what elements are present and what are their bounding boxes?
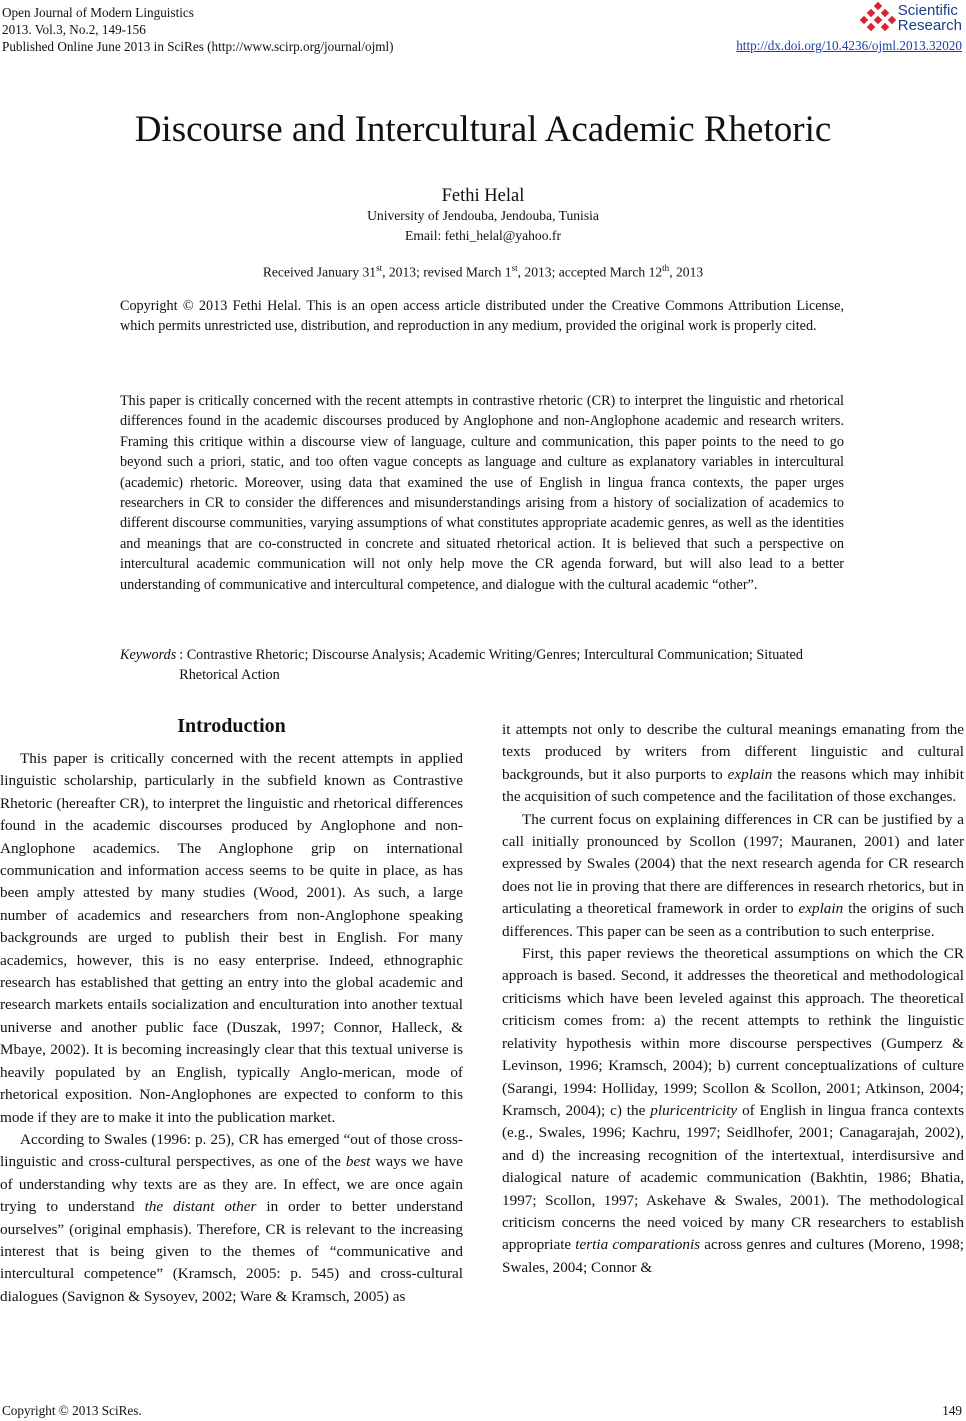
paragraph-3-text-b: the reasons which may inhibit the acquisition of such competence and the facilitation of those exchanges. [502,765,964,806]
emphasis-explain: explain [727,765,773,783]
author-affiliation: University of Jendouba, Jendouba, Tunisia [367,208,599,223]
paragraph-3-text-a: it attempts not only to describe the cultural meanings emanating from the texts produced by writers from different linguistic and cultural backgrounds, but it also purports to [502,721,964,783]
revised-sup: st [511,263,518,273]
logo-wordmark [898,3,962,33]
emphasis-explain-2: explain [798,900,844,918]
paragraph-2-text-a: According to Swales (1996: p. 25), CR has emerged “out of those cross-linguistic and cross-cultural perspectives, as one of the [0,1130,463,1171]
scientific-research-logo[interactable] [860,1,962,35]
keywords-label: Keywords [120,647,177,663]
accepted-sup: th [662,263,670,273]
article-title: Discourse and Intercultural Academic Rhetoric [134,109,832,150]
received-text: Received January 31 [262,264,377,280]
author-email[interactable]: Email: fethi_helal@yahoo.fr [405,228,561,243]
paragraph-5-text-a: First, this paper reviews the theoretical assumptions on which the CR approach is based. Second, it addresses the theoretical and methodological criticisms which have been leveled against this approach. The theoretical criticism comes from: a) the recent attempts to rethink the linguistic relativity hypothesis within more discourse perspectives (Gumperz & Levinson, 1996; Kramsch, 2004); b) current conceptualizations of culture (Sarangi, 1994: Holliday, 1999; Scollon & Scollon, 2001; Atkinson, 2004; Kramsch, 2004); c) the [502,945,964,1119]
logo-word-scientific: Scientific [897,2,958,19]
emphasis-tertia-comparationis: tertia comparationis [575,1236,701,1254]
doi-link[interactable]: http://dx.doi.org/10.4236/ojml.2013.32020 [736,38,962,53]
paragraph-4 [502,809,964,943]
abstract: This paper is critically concerned with the recent attempts in contrastive rhetoric (CR) to interpret the linguistic and rhetorical differences found in the academic discourses produced by Anglophone and non-Anglophone academic and research writers. Framing this critique within a discourse view of language, culture and communication, this paper points to the need to go beyond such a priori, static, and too often vague concepts as language and culture as explanatory variables in intercultural (academic) rhetoric. Moreover, using data that examined the use of English in lingua franca contexts, the paper urges researchers in CR to consider the differences and misunderstandings arising from a history of socialization of academics to different discourse communities, varying assumptions of what constitutes appropriate academic genres, as well as the identities and meanings that are co-constructed in concrete and situated rhetorical action. It is believed that such a perspective on intercultural academic communication will not only help move the CR agenda forward, but will also lead to a better understanding of communicative and intercultural competence, and dialogue with the cultural academic “other”. [120,393,844,593]
author-name: Fethi Helal [441,186,525,206]
paragraph-2-text-c: in order to better understand ourselves” (original emphasis). Therefore, CR is relevant to the increasing interest that is being given to the themes of “communicative and intercultural competence” (Kramsch, 2005: p. 545) and cross-cultural dialogues (Savignon & Sysoyev, 2002; Ware & Kramsch, 2005) as [0,1198,464,1305]
accepted-year: , 2013 [669,264,704,280]
right-column [502,719,964,1279]
left-column [0,713,463,1308]
keywords-list: : Contrastive Rhetoric; Discourse Analysis; Academic Writing/Genres; Intercultural Communication; Situated Rhetorical Action [179,647,803,684]
paragraph-5 [502,943,964,1279]
paragraph-3 [502,719,964,809]
paragraph-5-text-c: across genres and cultures (Moreno, 1998; Swales, 2004; Connor & [502,1236,965,1276]
section-title-introduction: Introduction [177,715,286,737]
accepted-text: , 2013; accepted March 12 [517,264,663,280]
scientific-research-logo-icon [860,1,896,35]
paragraph-2-text-b: ways we have of understanding why texts are as they are. In effect, we are once again trying to understand [0,1153,463,1216]
paragraph-5-text-b: of English in lingua franca contexts (e.g., Swales, 1996; Kachru, 1997; Seidlhofer, 2001; Canagarajah, 2002), and d) the increasing recognition of the intertextual, interdisursive and dialogical nature of academic communication (Bakhtin, 1986; Bhatia, 1997; Scollon, 1997; Askehave & Swales, 2001). The methodological criticism concerns the need voiced by many CR researchers to establish appropriate [502,1101,964,1254]
emphasis-best: best [345,1153,371,1171]
journal-volume: 2013. Vol.3, No.2, 149-156 [2,22,146,37]
paragraph-4-text-a: The current focus on explaining differences in CR can be justified by a call initially pronounced by Scollon (1997; Mauranen, 2001) and later expressed by Swales (2004) that the next research agenda for CR research does not lie in proving that there are differences in research rhetorics, but in articulating a theoretical framework in order to [502,810,964,918]
copyright-notice: Copyright © 2013 Fethi Helal. This is an open access article distributed under the Creative Commons Attribution License, which permits unrestricted use, distribution, and reproduction in any medium, provided the original work is properly cited. [120,298,844,335]
emphasis-distant-other: the distant other [144,1198,257,1216]
published-online: Published Online June 2013 in SciRes (http://www.scirp.org/journal/ojml) [2,39,394,54]
paragraph-2 [0,1129,463,1308]
logo-word-research: Research [897,17,962,34]
emphasis-pluricentricity: pluricentricity [650,1101,738,1119]
keywords [120,645,844,686]
received-sup: st [376,263,383,273]
paragraph-1: This paper is critically concerned with the recent attempts in applied linguistic scholarship, particularly in the subfield known as Contrastive Rhetoric (hereafter CR), to interpret the linguistic and rhetorical differences found in the academic discourses produced by Anglophone and non-Anglophone academics. The Anglophone grip on international communication and information access seems to be quite in place, as has been amply attested by many studies (Wood, 2001). As such, a large number of academics and researchers from non-Anglophone speaking backgrounds are urged to publish their best in English. For many academics, however, this is no easy enterprise. Indeed, ethnographic research has established that getting an entry into the global academic and research markets entails socialization and enculturation into another textual universe and another public face (Duszak, 1997; Connor, Halleck, & Mbaye, 2002). It is becoming increasingly clear that this textual universe is heavily populated by an English, typically Anglo-merican, mode of rhetorical exposition. Non-Anglophones are expected to conform to this mode if they are to make it into the publication market. [0,750,463,1126]
received-dates [0,263,966,281]
revised-text: , 2013; revised March 1 [382,264,512,280]
journal-header [2,4,394,55]
footer-copyright: Copyright © 2013 SciRes. [2,1403,142,1418]
journal-name: Open Journal of Modern Linguistics [2,5,194,20]
page-number: 149 [942,1403,962,1418]
paragraph-4-text-b: the origins of such differences. This paper can be seen as a contribution to such enterprise. [502,900,965,940]
